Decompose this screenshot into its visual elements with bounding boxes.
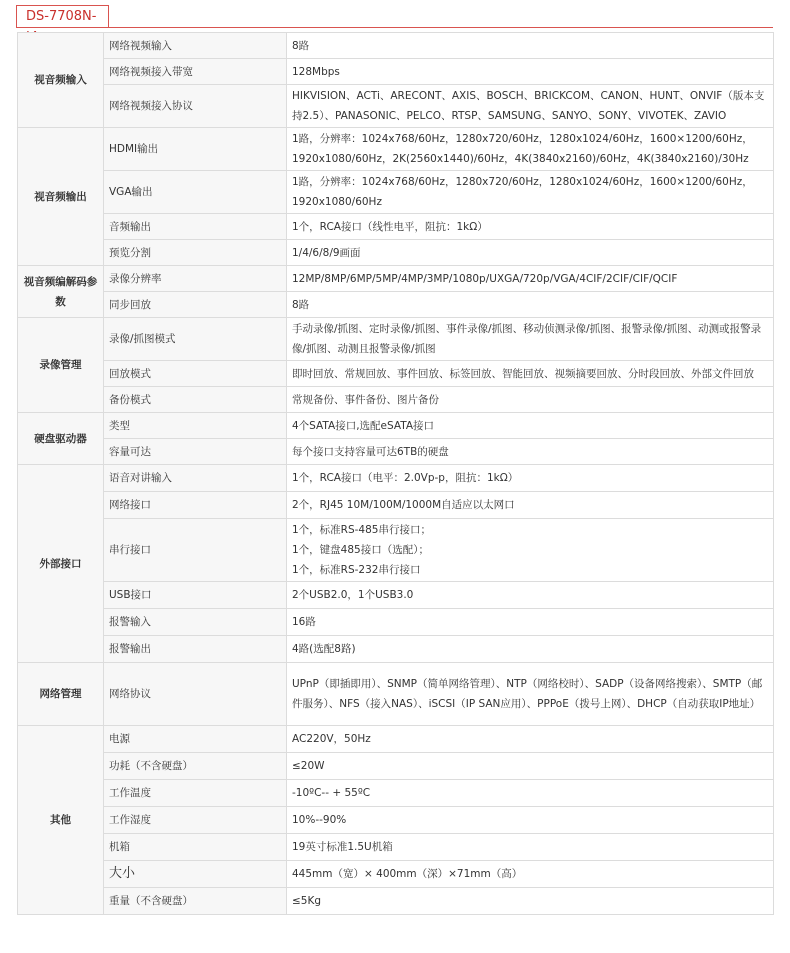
- spec-value: 4个SATA接口,选配eSATA接口: [287, 413, 774, 439]
- spec-key: 容量可达: [104, 439, 287, 465]
- section-category: 硬盘驱动器: [18, 413, 104, 465]
- section-category: 录像管理: [18, 318, 104, 413]
- spec-row: [18, 171, 774, 214]
- spec-key: 串行接口: [104, 519, 287, 582]
- spec-value: 1个，RCA接口（电平：2.0Vp-p，阻抗：1kΩ）: [287, 465, 774, 492]
- spec-row: [18, 266, 774, 292]
- spec-key: USB接口: [104, 582, 287, 609]
- spec-key: 工作温度: [104, 780, 287, 807]
- spec-key: 网络视频接入协议: [104, 85, 287, 128]
- spec-row: [18, 292, 774, 318]
- spec-key: 预览分割: [104, 240, 287, 266]
- spec-row: [18, 663, 774, 726]
- spec-key: 功耗（不含硬盘）: [104, 753, 287, 780]
- spec-row: [18, 318, 774, 361]
- spec-row: [18, 753, 774, 780]
- spec-value: 即时回放、常规回放、事件回放、标签回放、智能回放、视频摘要回放、分时段回放、外部文件回放: [287, 361, 774, 387]
- spec-key: 网络协议: [104, 663, 287, 726]
- spec-value: 常规备份、事件备份、图片备份: [287, 387, 774, 413]
- spec-value: 19英寸标准1.5U机箱: [287, 834, 774, 861]
- spec-key: VGA输出: [104, 171, 287, 214]
- spec-key: 报警输入: [104, 609, 287, 636]
- spec-key: HDMI输出: [104, 128, 287, 171]
- spec-value: 128Mbps: [287, 59, 774, 85]
- spec-key: 音频输出: [104, 214, 287, 240]
- spec-row: [18, 780, 774, 807]
- spec-value: 1路，分辨率：1024x768/60Hz，1280x720/60Hz，1280x1024/60Hz，1600×1200/60Hz，1920x1080/60Hz: [287, 171, 774, 214]
- spec-row: [18, 609, 774, 636]
- spec-value: 8路: [287, 33, 774, 59]
- spec-value: ≤20W: [287, 753, 774, 780]
- spec-row: [18, 33, 774, 59]
- spec-value: 2个USB2.0，1个USB3.0: [287, 582, 774, 609]
- section-category: 视音频编解码参数: [18, 266, 104, 318]
- spec-key: 工作湿度: [104, 807, 287, 834]
- spec-value: 10%--90%: [287, 807, 774, 834]
- spec-row: [18, 519, 774, 582]
- spec-key: 网络接口: [104, 492, 287, 519]
- spec-key: 录像/抓图模式: [104, 318, 287, 361]
- spec-row: [18, 413, 774, 439]
- spec-value: AC220V，50Hz: [287, 726, 774, 753]
- spec-key: 电源: [104, 726, 287, 753]
- spec-key: 录像分辨率: [104, 266, 287, 292]
- spec-row: [18, 888, 774, 915]
- spec-row: [18, 128, 774, 171]
- spec-key: 同步回放: [104, 292, 287, 318]
- spec-value: 4路(选配8路): [287, 636, 774, 663]
- tab-underline: [16, 27, 773, 28]
- spec-key: 报警输出: [104, 636, 287, 663]
- spec-row: [18, 834, 774, 861]
- spec-value: -10ºC-- + 55ºC: [287, 780, 774, 807]
- spec-value: 445mm（宽）× 400mm（深）×71mm（高）: [287, 861, 774, 888]
- spec-key: 类型: [104, 413, 287, 439]
- spec-key: 大小: [104, 861, 287, 888]
- spec-key: 语音对讲输入: [104, 465, 287, 492]
- spec-row: [18, 582, 774, 609]
- spec-value: HIKVISION、ACTi、ARECONT、AXIS、BOSCH、BRICKCOM、CANON、HUNT、ONVIF（版本支持2.5）、PANASONIC、PELCO、RTSP、SAMSUNG、SANYO、SONY、VIVOTEK、ZAVIO: [287, 85, 774, 128]
- model-tab[interactable]: DS-7708N-: [16, 5, 109, 27]
- spec-value: 1路，分辨率：1024x768/60Hz，1280x720/60Hz，1280x1024/60Hz，1600×1200/60Hz，1920x1080/60Hz，2K(2560x1440)/60Hz，4K(3840x2160)/60Hz，4K(3840x2160)/30Hz: [287, 128, 774, 171]
- spec-key: 重量（不含硬盘）: [104, 888, 287, 915]
- spec-row: [18, 361, 774, 387]
- spec-row: [18, 85, 774, 128]
- spec-row: [18, 240, 774, 266]
- spec-row: [18, 492, 774, 519]
- spec-value: ≤5Kg: [287, 888, 774, 915]
- spec-key: 备份模式: [104, 387, 287, 413]
- spec-value: 1/4/6/8/9画面: [287, 240, 774, 266]
- spec-table: [17, 32, 774, 915]
- section-category: 网络管理: [18, 663, 104, 726]
- spec-key: 机箱: [104, 834, 287, 861]
- spec-value: 1个，RCA接口（线性电平，阻抗：1kΩ）: [287, 214, 774, 240]
- spec-key: 网络视频输入: [104, 33, 287, 59]
- spec-value: UPnP（即插即用）、SNMP（简单网络管理）、NTP（网络校时）、SADP（设备网络搜索）、SMTP（邮件服务）、NFS（接入NAS）、iSCSI（IP SAN应用）、PPPoE（拨号上网）、DHCP（自动获取IP地址）: [287, 663, 774, 726]
- spec-value: 每个接口支持容量可达6TB的硬盘: [287, 439, 774, 465]
- spec-value: 2个，RJ45 10M/100M/1000M自适应以太网口: [287, 492, 774, 519]
- section-category: 视音频输入: [18, 33, 104, 128]
- spec-row: [18, 861, 774, 888]
- spec-row: [18, 387, 774, 413]
- spec-row: [18, 807, 774, 834]
- spec-row: [18, 726, 774, 753]
- section-category: 视音频输出: [18, 128, 104, 266]
- section-category: 其他: [18, 726, 104, 915]
- spec-value: 手动录像/抓图、定时录像/抓图、事件录像/抓图、移动侦测录像/抓图、报警录像/抓图、动测或报警录像/抓图、动测且报警录像/抓图: [287, 318, 774, 361]
- spec-row: [18, 59, 774, 85]
- spec-row: [18, 636, 774, 663]
- spec-key: 网络视频接入带宽: [104, 59, 287, 85]
- spec-row: [18, 439, 774, 465]
- spec-row: [18, 214, 774, 240]
- spec-value: 1个，标准RS-485串行接口； 1个，键盘485接口（选配）； 1个，标准RS-232串行接口: [287, 519, 774, 582]
- section-category: 外部接口: [18, 465, 104, 663]
- spec-value: 8路: [287, 292, 774, 318]
- spec-key: 回放模式: [104, 361, 287, 387]
- spec-row: [18, 465, 774, 492]
- spec-value: 16路: [287, 609, 774, 636]
- spec-value: 12MP/8MP/6MP/5MP/4MP/3MP/1080p/UXGA/720p/VGA/4CIF/2CIF/CIF/QCIF: [287, 266, 774, 292]
